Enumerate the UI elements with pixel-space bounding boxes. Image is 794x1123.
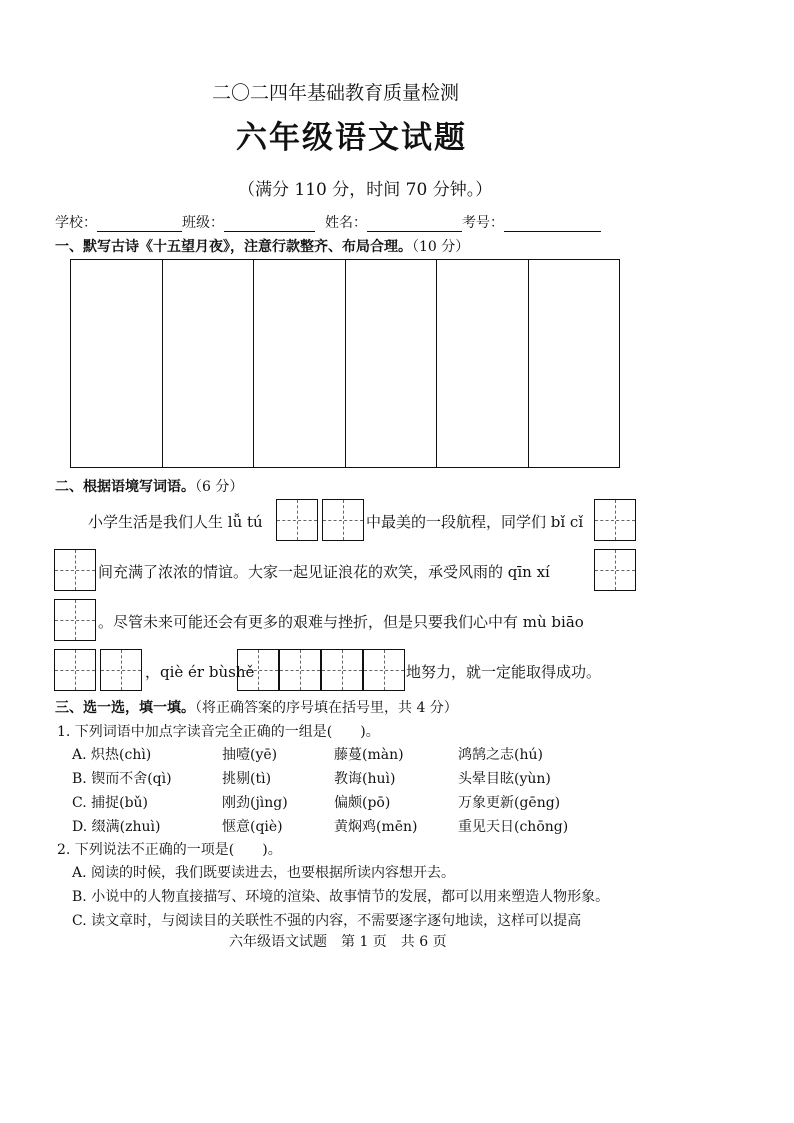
q3-2-option-c: C. 读文章时，与阅读目的关联性不强的内容，不需要逐字逐句地读，这样可以提高 [72, 913, 582, 929]
poem-column[interactable] [346, 260, 438, 467]
option-word: 重见天日(chōng) [458, 819, 569, 835]
option-word: 抽噎(yē) [222, 747, 278, 763]
q2-line4-mid: ，qiè ér bùshě [145, 663, 255, 681]
option-word: 偏颇(pō) [334, 795, 391, 811]
poem-column[interactable] [529, 260, 620, 467]
q3-1-option-d [72, 816, 632, 836]
page-title: 六年级语文试题 [236, 120, 467, 156]
option-word: D. 缀满(zhuì) [72, 819, 161, 835]
option-word: 头晕目眩(yùn) [458, 771, 551, 787]
class-label: 班级： [182, 215, 224, 231]
id-blank[interactable] [504, 217, 601, 232]
page-footer: 六年级语文试题 第 1 页 共 6 页 [229, 934, 447, 950]
option-word: 万象更新(gēng) [458, 795, 561, 811]
q3-2-question: 2. 下列说法不正确的一项是( )。 [57, 842, 282, 858]
q3-1-option-c [72, 792, 632, 812]
q2-line1-after: 中最美的一段航程，同学们 bǐ cǐ [366, 513, 584, 531]
q3-1-option-a [72, 744, 632, 764]
q2-heading-text: 二、根据语境写词语。 [55, 479, 195, 495]
answer-box[interactable] [322, 499, 364, 541]
answer-box[interactable] [279, 649, 321, 691]
q2-line4-end: 地努力，就一定能取得成功。 [406, 663, 602, 681]
q2-line2-text: 间充满了浓浓的情谊。大家一起见证浪花的欢笑，承受风雨的 qīn xí [98, 563, 550, 581]
q3-heading-text: 三、选一选，填一填。 [55, 700, 195, 716]
poem-column[interactable] [254, 260, 346, 467]
option-word: 刚劲(jìng) [222, 795, 288, 811]
exam-name: 二〇二四年基础教育质量检测 [212, 82, 460, 104]
q3-heading [55, 697, 458, 717]
name-label: 姓名： [325, 215, 367, 231]
q1-heading [55, 236, 469, 256]
q3-1-question: 1. 下列词语中加点字读音完全正确的一组是( )。 [57, 724, 380, 740]
option-word: 教诲(huì) [334, 771, 396, 787]
poem-column[interactable] [163, 260, 255, 467]
answer-box[interactable] [594, 549, 636, 591]
poem-column[interactable] [71, 260, 163, 467]
answer-box[interactable] [54, 549, 96, 591]
answer-box[interactable] [321, 649, 363, 691]
option-word: 挑剔(tì) [222, 771, 272, 787]
q3-1-option-b [72, 768, 632, 788]
option-word: B. 锲而不舍(qì) [72, 771, 172, 787]
school-label: 学校： [55, 215, 97, 231]
option-word: A. 炽热(chì) [72, 747, 152, 763]
option-word: 惬意(qiè) [222, 819, 283, 835]
answer-box[interactable] [363, 649, 405, 691]
student-info-row [55, 212, 601, 232]
exam-subtitle: （满分 110 分，时间 70 分钟。） [238, 180, 493, 200]
poem-column[interactable] [437, 260, 529, 467]
id-field[interactable] [462, 212, 601, 232]
option-word: 鸿鹄之志(hú) [458, 747, 543, 763]
option-word: 黄焖鸡(mēn) [334, 819, 418, 835]
class-blank[interactable] [224, 217, 315, 232]
option-word: C. 捕捉(bǔ) [72, 795, 149, 811]
q1-score: （10 分） [412, 239, 470, 255]
answer-box[interactable] [594, 499, 636, 541]
q3-2-option-a: A. 阅读的时候，我们既要读进去，也要根据所读内容想开去。 [72, 865, 456, 881]
q2-line1-text: 小学生活是我们人生 lǚ tú [88, 513, 263, 531]
answer-box[interactable] [237, 649, 279, 691]
answer-box[interactable] [54, 649, 96, 691]
id-label: 考号： [462, 215, 504, 231]
school-blank[interactable] [97, 217, 182, 232]
answer-box[interactable] [276, 499, 318, 541]
q3-2-option-b: B. 小说中的人物直接描写、环境的渲染、故事情节的发展，都可以用来塑造人物形象。 [72, 889, 610, 905]
name-field[interactable] [325, 212, 462, 232]
class-field[interactable] [182, 212, 315, 232]
q3-score: （将正确答案的序号填在括号里，共 4 分） [195, 700, 458, 716]
q1-heading-text: 一、默写古诗《十五望月夜》，注意行款整齐、布局合理。 [55, 239, 412, 255]
name-blank[interactable] [367, 217, 462, 232]
q2-heading [55, 476, 243, 496]
option-word: 藤蔓(màn) [334, 747, 404, 763]
q2-line3-text: 。尽管未来可能还会有更多的艰难与挫折，但是只要我们心中有 mù biāo [98, 613, 584, 631]
poem-writing-grid[interactable] [70, 259, 620, 468]
answer-box[interactable] [54, 599, 96, 641]
answer-box[interactable] [100, 649, 142, 691]
school-field[interactable] [55, 212, 182, 232]
q2-score: （6 分） [195, 479, 244, 495]
